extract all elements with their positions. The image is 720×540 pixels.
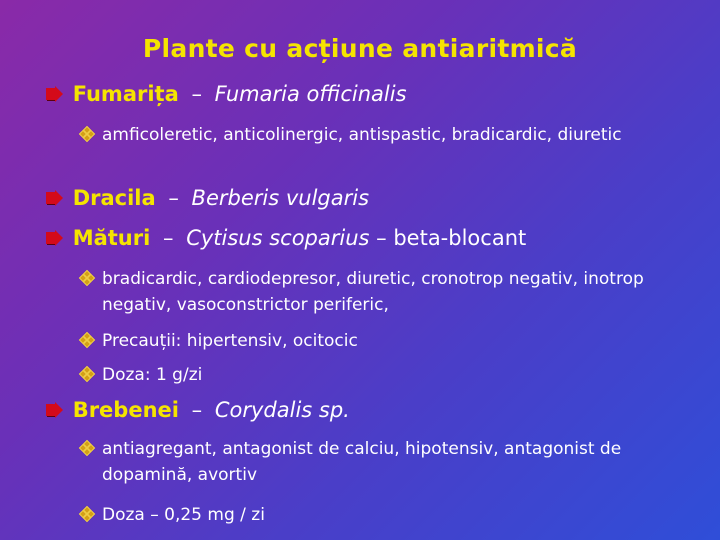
plant-detail	[80, 362, 680, 388]
separator-dash: –	[168, 186, 179, 210]
detail-text: Doza: 1 g/zi	[102, 365, 203, 385]
arrow-bullet-icon	[44, 190, 66, 206]
separator-dash: –	[191, 398, 203, 422]
latin-name: Berberis vulgaris	[191, 186, 370, 210]
plant-name: Brebenei	[72, 398, 179, 422]
diamond-bullet-icon	[80, 507, 94, 521]
arrow-bullet-icon	[44, 402, 66, 418]
latin-name: Fumaria officinalis	[214, 82, 407, 106]
detail-text: bradicardic, cardiodepresor, diuretic, cronotrop negativ, inotrop negativ, vasoconstrictor periferic,	[102, 269, 644, 315]
plant-name: Mături	[72, 226, 151, 250]
plant-detail	[80, 266, 680, 318]
plant-item-fumarita	[44, 82, 407, 106]
plant-name: Dracila	[72, 186, 156, 210]
arrow-bullet-icon	[44, 86, 66, 102]
diamond-bullet-icon	[80, 441, 94, 455]
diamond-bullet-icon	[80, 127, 94, 141]
plant-detail	[80, 436, 680, 488]
plant-detail	[80, 122, 680, 148]
plant-detail	[80, 502, 680, 528]
separator-dash: –	[163, 226, 174, 250]
detail-text: antiagregant, antagonist de calciu, hipotensiv, antagonist de dopamină, avortiv	[102, 439, 622, 485]
separator-dash: –	[191, 82, 202, 106]
slide-title: Plante cu acțiune antiaritmică	[142, 34, 578, 63]
detail-text: Doza – 0,25 mg / zi	[102, 505, 265, 525]
detail-text: amficoleretic, anticolinergic, antispastic, bradicardic, diuretic	[102, 125, 622, 145]
plant-name: Fumarița	[72, 82, 179, 106]
latin-name: Corydalis sp.	[214, 398, 350, 422]
diamond-bullet-icon	[80, 271, 94, 285]
diamond-bullet-icon	[80, 333, 94, 347]
arrow-bullet-icon	[44, 230, 66, 246]
plant-item-maturi	[44, 226, 526, 250]
plant-detail	[80, 328, 680, 354]
plant-item-brebenei	[44, 398, 350, 422]
detail-text: Precauții: hipertensiv, ocitocic	[102, 331, 358, 351]
diamond-bullet-icon	[80, 367, 94, 381]
latin-name: Cytisus scoparius	[186, 226, 370, 250]
plant-item-dracila	[44, 186, 369, 210]
plant-note: – beta-blocant	[376, 226, 527, 250]
